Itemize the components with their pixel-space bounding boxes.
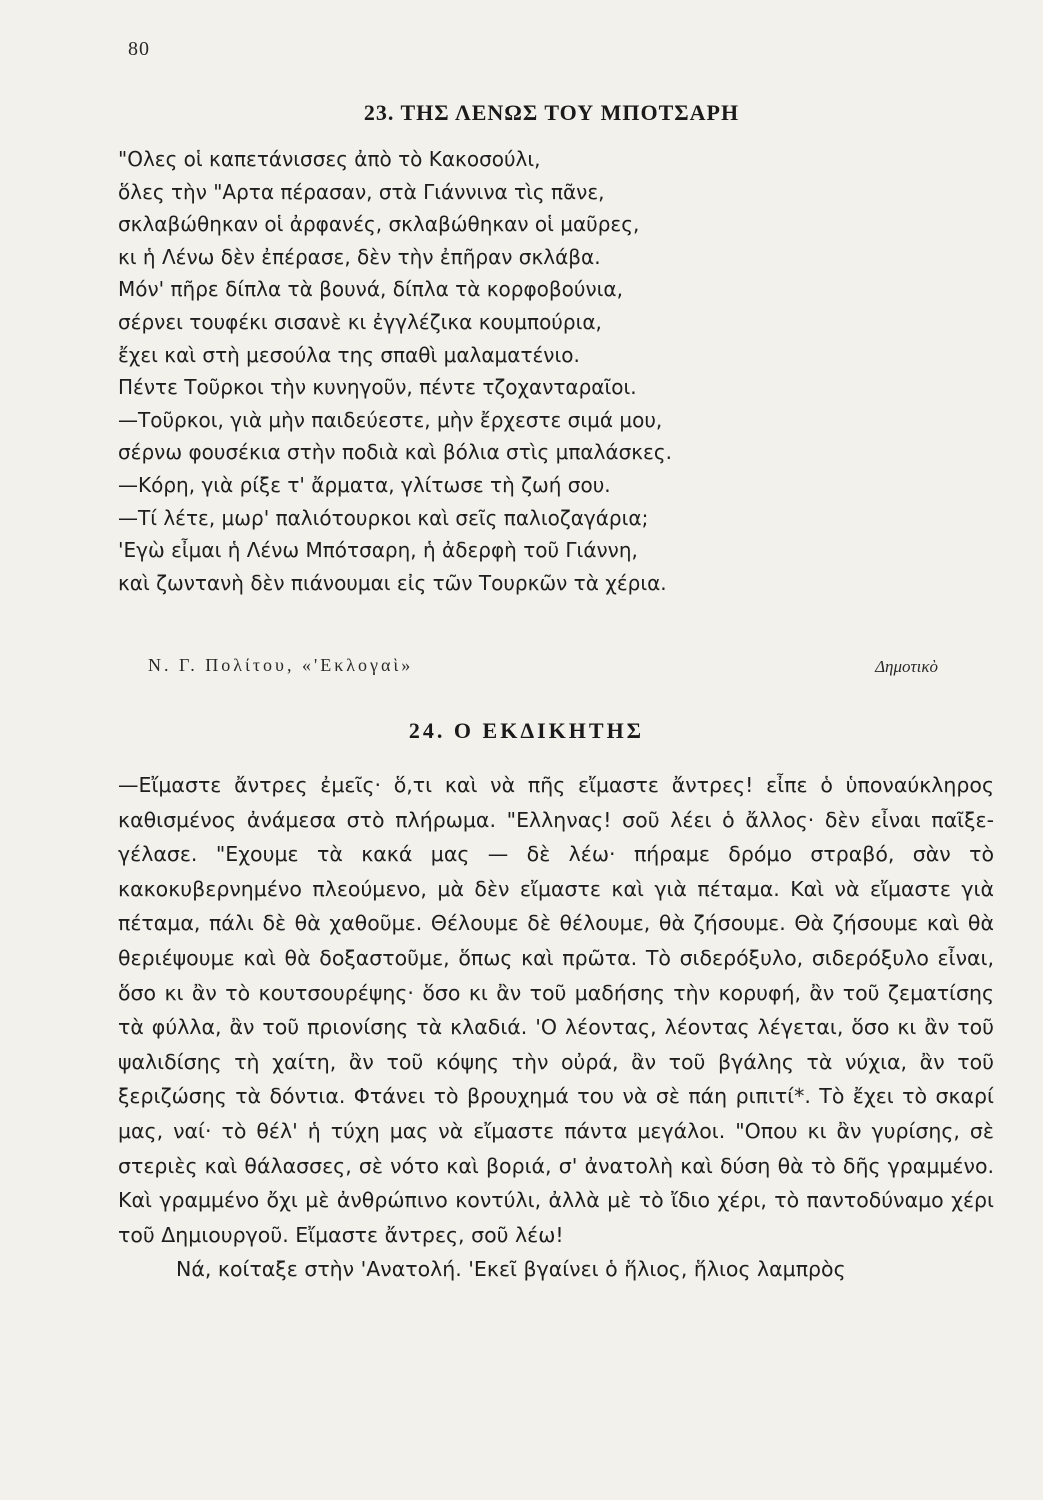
poem-line: κι ἡ Λένω δὲν ἐπέρασε, δὲν τὴν ἐπῆραν σκλάβα.	[118, 244, 601, 269]
poem-title: 23. ΤΗΣ ΛΕΝΩΣ ΤΟΥ ΜΠΟΤΣΑΡΗ	[363, 100, 740, 125]
poem-source	[148, 655, 938, 676]
prose-title: 24. Ο ΕΚΔΙΚΗΤΗΣ	[408, 718, 645, 743]
poem-line: —Κόρη, γιὰ ρίξε τ' ἄρματα, γλίτωσε τὴ ζωή σου.	[118, 472, 611, 497]
poem-line: "Ολες οἱ καπετάνισσες ἀπὸ τὸ Κακοσούλι,	[118, 147, 541, 171]
page-number: 80	[128, 38, 150, 60]
poem-line: Πέντε Τοῦρκοι τὴν κυνηγοῦν, πέντε τζοχανταραῖοι.	[118, 375, 637, 400]
poem-line: σέρνει τουφέκι σισανὲ κι ἐγγλέζικα κουμπούρια,	[118, 309, 602, 334]
poem-line: ὅλες τὴν "Αρτα πέρασαν, στὰ Γιάννινα τὶς πᾶνε,	[118, 179, 605, 204]
poem-line: ἔχει καὶ στὴ μεσούλα της σπαθὶ μαλαματένιο.	[118, 342, 580, 367]
poem-line: —Τοῦρκοι, γιὰ μὴν παιδεύεστε, μὴν ἔρχεστε σιμά μου,	[118, 407, 663, 432]
poem-line: 'Εγὼ εἶμαι ἡ Λένω Μπότσαρη, ἡ ἀδερφὴ τοῦ Γιάννη,	[118, 538, 638, 563]
prose-paragraph: Νά, κοίταξε στὴν 'Ανατολή. 'Εκεῖ βγαίνει ὁ ἥλιος, ἥλιος λαμπρὸς	[176, 1257, 846, 1282]
poem-body	[118, 143, 938, 599]
prose-paragraph: —Εἴμαστε ἄντρες ἐμεῖς· ὅ,τι καὶ νὰ πῆς εἴμαστε ἄντρες! εἶπε ὁ ὑποναύκληρος καθισμένος ἀνάμεσα στὸ πλήρωμα. "Ελληνας! σοῦ λέει ὁ ἄλλος· δὲν εἶναι παῖξε-γέλασε. "Εχουμε τὰ κακά μας — δὲ λέω· πήραμε δρόμο στραβό, σὰν τὸ κακοκυβερνημένο πλεούμενο, μὰ δὲν εἴμαστε καὶ γιὰ πέταμα. Καὶ νὰ εἴμαστε γιὰ πέταμα, πάλι δὲ θὰ χαθοῦμε. Θέλουμε δὲ θέλουμε, θὰ ζήσουμε. Θὰ ζήσουμε καὶ θὰ θεριέψουμε καὶ θὰ δοξαστοῦμε, ὅπως καὶ πρῶτα. Τὸ σιδερόξυλο, σιδερόξυλο εἶναι, ὅσο κι ἂν τὸ κουτσουρέψης· ὅσο κι ἂν τοῦ μαδήσης τὴν κορυφή, ἂν τοῦ ζεματίσης τὰ φύλλα, ἂν τοῦ πριονίσης τὰ κλαδιά. 'Ο λέοντας, λέοντας λέγεται, ὅσο κι ἂν τοῦ ψαλιδίσης τὴ χαίτη, ἂν τοῦ κόψης τὴν οὐρά, ἂν τοῦ βγάλης τὰ νύχια, ἂν τοῦ ξεριζώσης τὰ δόντια. Φτάνει τὸ βρουχημά του νὰ σὲ πάη ριπιτί*. Τὸ ἔχει τὸ σκαρί μας, ναί· τὸ θέλ' ἡ τύχη μας νὰ εἴμαστε πάντα μεγάλοι. "Οπου κι ἂν γυρίσης, σὲ στεριὲς καὶ θάλασσες, σὲ νότο καὶ βοριά, σ' ἀνατολὴ καὶ δύση θὰ τὸ δῆς γραμμένο. Καὶ γραμμένο ὄχι μὲ ἀνθρώπινο κοντύλι, ἀλλὰ μὲ τὸ ἴδιο χέρι, τὸ παντοδύναμο χέρι τοῦ Δημιουργοῦ. Εἴμαστε ἄντρες, σοῦ λέω!	[118, 773, 994, 1247]
poem-line: σκλαβώθηκαν οἱ ἀρφανές, σκλαβώθηκαν οἱ μαῦρες,	[118, 212, 640, 237]
poem-line: σέρνω φουσέκια στὴν ποδιὰ καὶ βόλια στὶς μπαλάσκες.	[118, 440, 672, 465]
poem-line: —Τί λέτε, μωρ' παλιότουρκοι καὶ σεῖς παλιοζαγάρια;	[118, 505, 649, 530]
source-tag: Δημοτικὸ	[875, 657, 938, 676]
poem-line: Μόν' πῆρε δίπλα τὰ βουνά, δίπλα τὰ κορφοβούνια,	[118, 277, 623, 302]
source-citation: Ν. Γ. Πολίτου, «'Εκλογαὶ»	[148, 655, 414, 675]
prose-body	[118, 768, 994, 1287]
poem-line: καὶ ζωντανὴ δὲν πιάνουμαι εἰς τῶν Τουρκῶν τὰ χέρια.	[118, 570, 667, 595]
